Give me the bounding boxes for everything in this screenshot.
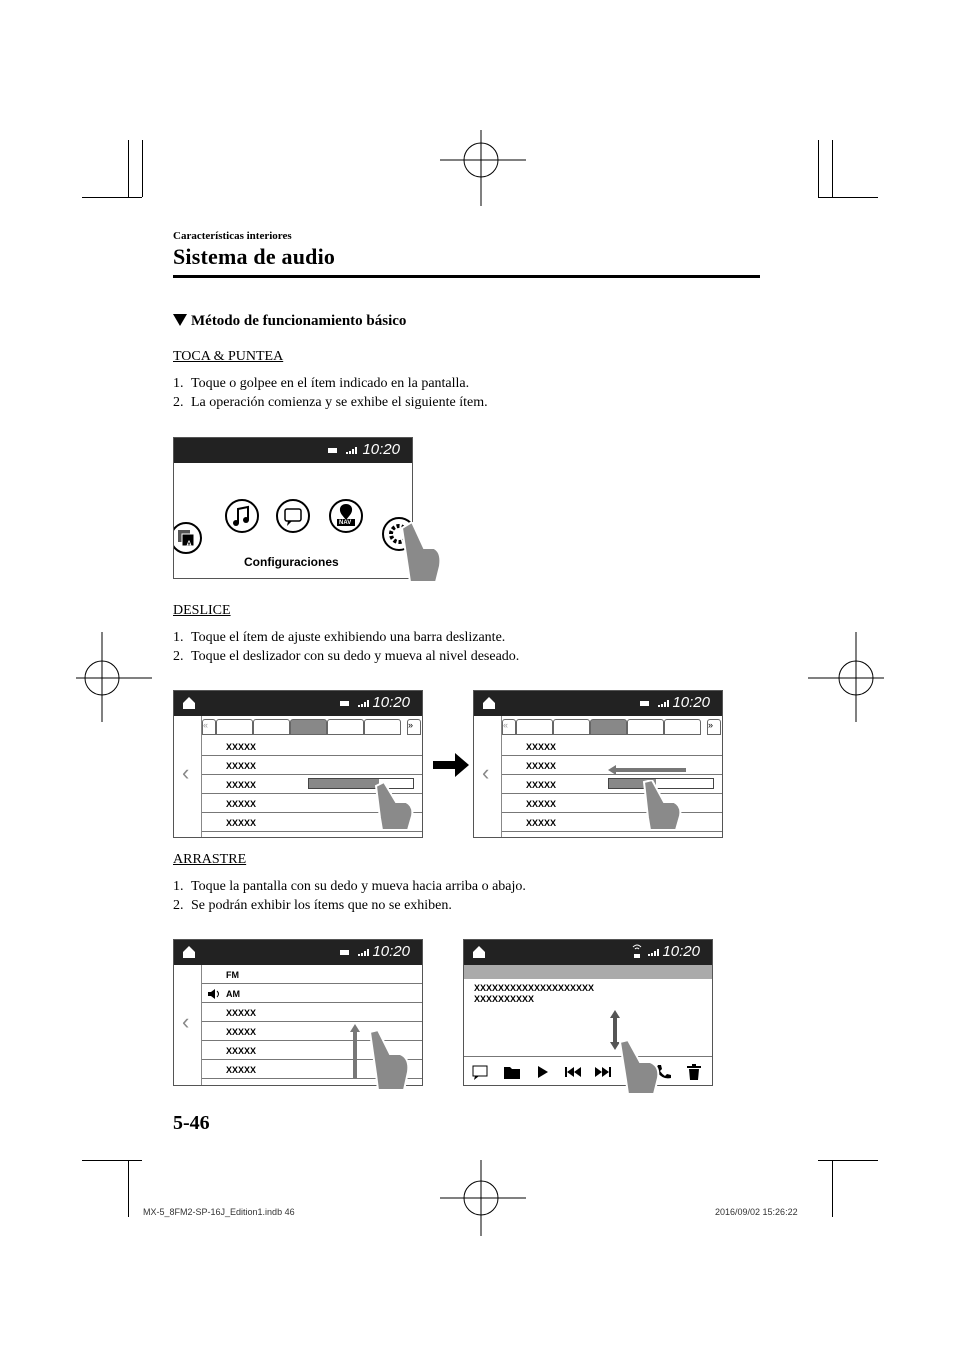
step-text: Toque el ítem de ajuste exhibiendo una barra deslizante.: [191, 630, 506, 645]
crop-mark: [82, 1160, 142, 1161]
title-rule: [173, 275, 760, 278]
play-icon[interactable]: [536, 1064, 550, 1080]
back-arrow-icon[interactable]: ‹: [182, 760, 190, 785]
next-track-icon[interactable]: [595, 1067, 611, 1077]
step-number: 2.: [173, 395, 184, 410]
list-item[interactable]: XXXXX: [202, 794, 422, 813]
home-screen-mockup: [173, 437, 413, 579]
tab-next-icon[interactable]: »: [707, 719, 721, 735]
arrow-left-icon: [608, 765, 688, 775]
home-icon[interactable]: [482, 696, 496, 710]
registration-mark: [440, 130, 526, 206]
finger-icon: [372, 782, 418, 832]
applications-icon[interactable]: [174, 518, 208, 558]
tab-bar: [502, 719, 722, 735]
message-screen: [463, 939, 713, 1086]
slide-step-1: [173, 630, 505, 646]
step-number: 2.: [173, 649, 184, 664]
step-text: Toque la pantalla con su dedo y mueva hacia arriba o abajo.: [191, 879, 526, 894]
subsection-title-text: Método de funcionamiento básico: [191, 313, 407, 329]
home-icon[interactable]: [472, 945, 486, 959]
message-header-bar: [464, 965, 712, 979]
page-number: 5-46: [173, 1112, 210, 1134]
music-icon[interactable]: [224, 498, 260, 534]
section-label: Características interiores: [173, 230, 292, 242]
signal-icon: [658, 700, 672, 707]
finger-icon: [618, 1040, 664, 1096]
battery-icon: [640, 700, 654, 707]
registration-mark: [808, 632, 884, 722]
status-bar: [464, 940, 712, 965]
message-line: XXXXXXXXXX: [474, 994, 535, 1004]
list-item[interactable]: XXXXX: [502, 813, 722, 832]
list-item[interactable]: XXXXX: [202, 1022, 422, 1041]
finger-icon: [366, 1030, 414, 1092]
drag-step-1: [173, 879, 526, 895]
wifi-icon: [632, 943, 642, 961]
clock-time: 10:20: [662, 943, 700, 960]
crop-mark: [128, 140, 129, 197]
slider-fill: [309, 779, 379, 788]
previous-track-icon[interactable]: [565, 1067, 581, 1077]
registration-mark: [440, 1160, 526, 1236]
signal-icon: [358, 949, 372, 956]
section-title: Sistema de audio: [173, 244, 336, 269]
list-item[interactable]: XXXXX: [502, 756, 722, 775]
back-column: [174, 965, 202, 1085]
settings-label: Configuraciones: [244, 555, 339, 569]
tab[interactable]: [553, 719, 590, 735]
slide-heading: DESLICE: [173, 603, 231, 618]
message-body: [474, 983, 594, 1005]
step-number: 1.: [173, 376, 184, 391]
signal-icon: [648, 949, 662, 956]
tab[interactable]: [364, 719, 401, 735]
tap-step-2: [173, 395, 488, 411]
list-item[interactable]: XXXXX: [502, 794, 722, 813]
list-item[interactable]: XXXXX: [202, 1003, 422, 1022]
folder-icon[interactable]: [504, 1065, 520, 1079]
list-item[interactable]: XXXXX: [502, 737, 722, 756]
home-icon[interactable]: [182, 696, 196, 710]
list-item-fm[interactable]: FM: [202, 965, 422, 984]
tab[interactable]: [327, 719, 364, 735]
signal-icon: [358, 700, 372, 707]
crop-mark: [82, 197, 142, 198]
navigation-icon[interactable]: [328, 498, 364, 534]
back-arrow-icon[interactable]: ‹: [482, 760, 490, 785]
communication-icon[interactable]: [472, 1064, 488, 1080]
registration-mark: [76, 632, 152, 722]
crop-mark: [818, 140, 819, 197]
subsection-title: [173, 313, 406, 330]
tab-prev-icon[interactable]: «: [202, 719, 216, 735]
clock-time: 10:20: [672, 694, 710, 711]
step-text: Toque el deslizador con su dedo y mueva al nivel deseado.: [191, 649, 520, 664]
signal-icon: [346, 447, 360, 454]
tab[interactable]: [253, 719, 290, 735]
status-bar: [174, 940, 422, 965]
arrow-up-icon: [350, 1024, 360, 1078]
footer-timestamp: 2016/09/02 15:26:22: [715, 1207, 798, 1217]
tab-selected[interactable]: [290, 719, 327, 735]
crop-mark: [818, 197, 878, 198]
applications-badge: A: [186, 539, 193, 549]
step-text: La operación comienza y se exhibe el siguiente ítem.: [191, 395, 488, 410]
list-item[interactable]: XXXXX: [502, 775, 722, 794]
clock-time: 10:20: [372, 694, 410, 711]
status-bar: [174, 691, 422, 716]
back-column: [174, 716, 202, 837]
back-arrow-icon[interactable]: ‹: [182, 1009, 190, 1034]
crop-mark: [128, 1160, 129, 1217]
speaker-icon: [208, 989, 220, 999]
list-item[interactable]: XXXXX: [202, 813, 422, 832]
list-item[interactable]: XXXXX: [202, 756, 422, 775]
communication-icon[interactable]: [275, 498, 311, 534]
step-number: 1.: [173, 879, 184, 894]
step-text: Toque o golpee en el ítem indicado en la pantalla.: [191, 376, 470, 391]
message-line: XXXXXXXXXXXXXXXXXXXX: [474, 983, 595, 993]
tab[interactable]: [516, 719, 553, 735]
tab-next-icon[interactable]: »: [407, 719, 421, 735]
footer-file: MX-5_8FM2-SP-16J_Edition1.indb 46: [143, 1207, 295, 1217]
tab[interactable]: [627, 719, 664, 735]
status-bar: [174, 438, 412, 463]
crop-mark: [818, 1160, 878, 1161]
back-column: [474, 716, 502, 837]
step-number: 1.: [173, 630, 184, 645]
clock-time: 10:20: [362, 441, 400, 458]
drag-step-2: [173, 898, 452, 914]
tab[interactable]: [216, 719, 253, 735]
home-icon[interactable]: [182, 945, 196, 959]
battery-icon: [340, 700, 354, 707]
crop-mark: [832, 140, 833, 197]
arrow-right-icon: [433, 752, 471, 778]
battery-icon: [340, 949, 354, 956]
list-item-label: AM: [226, 989, 240, 999]
finger-icon: [398, 522, 444, 584]
slide-step-2: [173, 649, 519, 665]
crop-mark: [142, 140, 143, 197]
tab-bar: [202, 719, 422, 735]
status-bar: [474, 691, 722, 716]
list-item[interactable]: XXXXX: [202, 1060, 422, 1079]
drag-heading: ARRASTRE: [173, 852, 247, 867]
tab-selected[interactable]: [590, 719, 627, 735]
finger-icon: [642, 780, 688, 832]
tab-prev-icon[interactable]: «: [502, 719, 516, 735]
list-item-am[interactable]: [202, 984, 422, 1003]
tap-heading: TOCA & PUNTEA: [173, 349, 284, 364]
battery-icon: [328, 447, 342, 454]
nav-badge: NAV: [339, 520, 352, 526]
crop-mark: [832, 1160, 833, 1217]
trash-icon[interactable]: [687, 1064, 701, 1080]
clock-time: 10:20: [372, 943, 410, 960]
list-item[interactable]: XXXXX: [202, 737, 422, 756]
list-item[interactable]: XXXXX: [202, 1041, 422, 1060]
tap-step-1: [173, 376, 469, 392]
step-text: Se podrán exhibir los ítems que no se exhiben.: [191, 898, 452, 913]
tab[interactable]: [664, 719, 701, 735]
step-number: 2.: [173, 898, 184, 913]
list-item[interactable]: XXXXX: [202, 775, 422, 794]
triangle-bullet-icon: [173, 314, 187, 326]
toolbar: [464, 1056, 712, 1086]
